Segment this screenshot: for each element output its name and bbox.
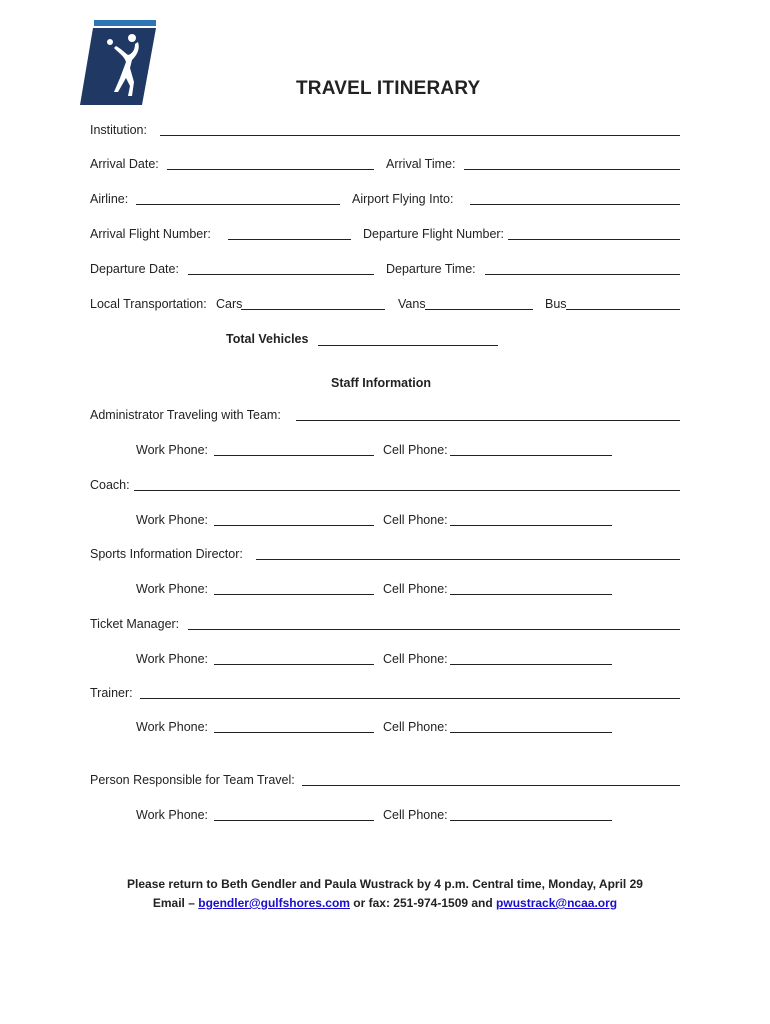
trainer-field[interactable] bbox=[140, 698, 680, 699]
coach-field[interactable] bbox=[134, 490, 680, 491]
travel-responsible-cell-phone-field[interactable] bbox=[450, 820, 612, 821]
sid-work-phone-field[interactable] bbox=[214, 594, 374, 595]
trainer-work-phone-label: Work Phone: bbox=[136, 720, 209, 734]
sports-info-director-label: Sports Information Director: bbox=[90, 547, 243, 561]
ticket-manager-label: Ticket Manager: bbox=[90, 617, 180, 631]
sid-cell-phone-label: Cell Phone: bbox=[383, 582, 448, 596]
travel-responsible-work-phone-field[interactable] bbox=[214, 820, 374, 821]
travel-responsible-cell-phone-label: Cell Phone: bbox=[383, 808, 448, 822]
administrator-label: Administrator Traveling with Team: bbox=[90, 408, 281, 422]
contact-line bbox=[60, 896, 710, 910]
bus-label: Bus bbox=[545, 297, 567, 311]
departure-time-field[interactable] bbox=[485, 274, 680, 275]
cars-field[interactable] bbox=[241, 309, 385, 310]
travel-responsible-label: Person Responsible for Team Travel: bbox=[90, 773, 295, 787]
administrator-cell-phone-label: Cell Phone: bbox=[383, 443, 448, 457]
airport-label: Airport Flying Into: bbox=[352, 192, 454, 206]
departure-flight-field[interactable] bbox=[508, 239, 680, 240]
airline-label: Airline: bbox=[90, 192, 129, 206]
email-link-bgendler[interactable]: bgendler@gulfshores.com bbox=[198, 896, 350, 910]
institution-field[interactable] bbox=[160, 135, 680, 136]
total-vehicles-label: Total Vehicles bbox=[226, 332, 309, 346]
ncaa-volleyball-logo bbox=[80, 20, 160, 108]
arrival-flight-label: Arrival Flight Number: bbox=[90, 227, 211, 241]
coach-work-phone-label: Work Phone: bbox=[136, 513, 209, 527]
page-title: TRAVEL ITINERARY bbox=[296, 78, 481, 99]
email-link-pwustrack[interactable]: pwustrack@ncaa.org bbox=[496, 896, 618, 910]
coach-label: Coach: bbox=[90, 478, 130, 492]
ticket-manager-work-phone-field[interactable] bbox=[214, 664, 374, 665]
airline-field[interactable] bbox=[136, 204, 340, 205]
vans-label: Vans bbox=[398, 297, 426, 311]
bus-field[interactable] bbox=[566, 309, 680, 310]
sid-cell-phone-field[interactable] bbox=[450, 594, 612, 595]
arrival-time-label: Arrival Time: bbox=[386, 157, 456, 171]
administrator-field[interactable] bbox=[296, 420, 680, 421]
travel-responsible-work-phone-label: Work Phone: bbox=[136, 808, 209, 822]
trainer-cell-phone-label: Cell Phone: bbox=[383, 720, 448, 734]
email-prefix: Email – bbox=[152, 896, 199, 910]
departure-time-label: Departure Time: bbox=[386, 262, 476, 276]
arrival-time-field[interactable] bbox=[464, 169, 680, 170]
coach-work-phone-field[interactable] bbox=[214, 525, 374, 526]
departure-flight-label: Departure Flight Number: bbox=[363, 227, 505, 241]
coach-cell-phone-field[interactable] bbox=[450, 525, 612, 526]
ticket-manager-cell-phone-label: Cell Phone: bbox=[383, 652, 448, 666]
return-instructions: Please return to Beth Gendler and Paula Wustrack by 4 p.m. Central time, Monday, April 29 bbox=[127, 877, 643, 891]
local-transport-label: Local Transportation: bbox=[90, 297, 207, 311]
fax-text: or fax: 251-974-1509 and bbox=[349, 896, 497, 910]
coach-cell-phone-label: Cell Phone: bbox=[383, 513, 448, 527]
institution-label: Institution: bbox=[90, 123, 147, 137]
vans-field[interactable] bbox=[425, 309, 533, 310]
ticket-manager-work-phone-label: Work Phone: bbox=[136, 652, 209, 666]
arrival-date-label: Arrival Date: bbox=[90, 157, 159, 171]
trainer-work-phone-field[interactable] bbox=[214, 732, 374, 733]
staff-info-heading: Staff Information bbox=[331, 376, 431, 390]
sports-info-director-field[interactable] bbox=[256, 559, 680, 560]
ticket-manager-field[interactable] bbox=[188, 629, 680, 630]
administrator-work-phone-label: Work Phone: bbox=[136, 443, 209, 457]
administrator-work-phone-field[interactable] bbox=[214, 455, 374, 456]
trainer-cell-phone-field[interactable] bbox=[450, 732, 612, 733]
departure-date-field[interactable] bbox=[188, 274, 374, 275]
arrival-flight-field[interactable] bbox=[228, 239, 351, 240]
airport-field[interactable] bbox=[470, 204, 680, 205]
travel-responsible-field[interactable] bbox=[302, 785, 680, 786]
ticket-manager-cell-phone-field[interactable] bbox=[450, 664, 612, 665]
administrator-cell-phone-field[interactable] bbox=[450, 455, 612, 456]
departure-date-label: Departure Date: bbox=[90, 262, 179, 276]
trainer-label: Trainer: bbox=[90, 686, 133, 700]
sid-work-phone-label: Work Phone: bbox=[136, 582, 209, 596]
cars-label: Cars bbox=[216, 297, 243, 311]
arrival-date-field[interactable] bbox=[167, 169, 374, 170]
total-vehicles-field[interactable] bbox=[318, 345, 498, 346]
